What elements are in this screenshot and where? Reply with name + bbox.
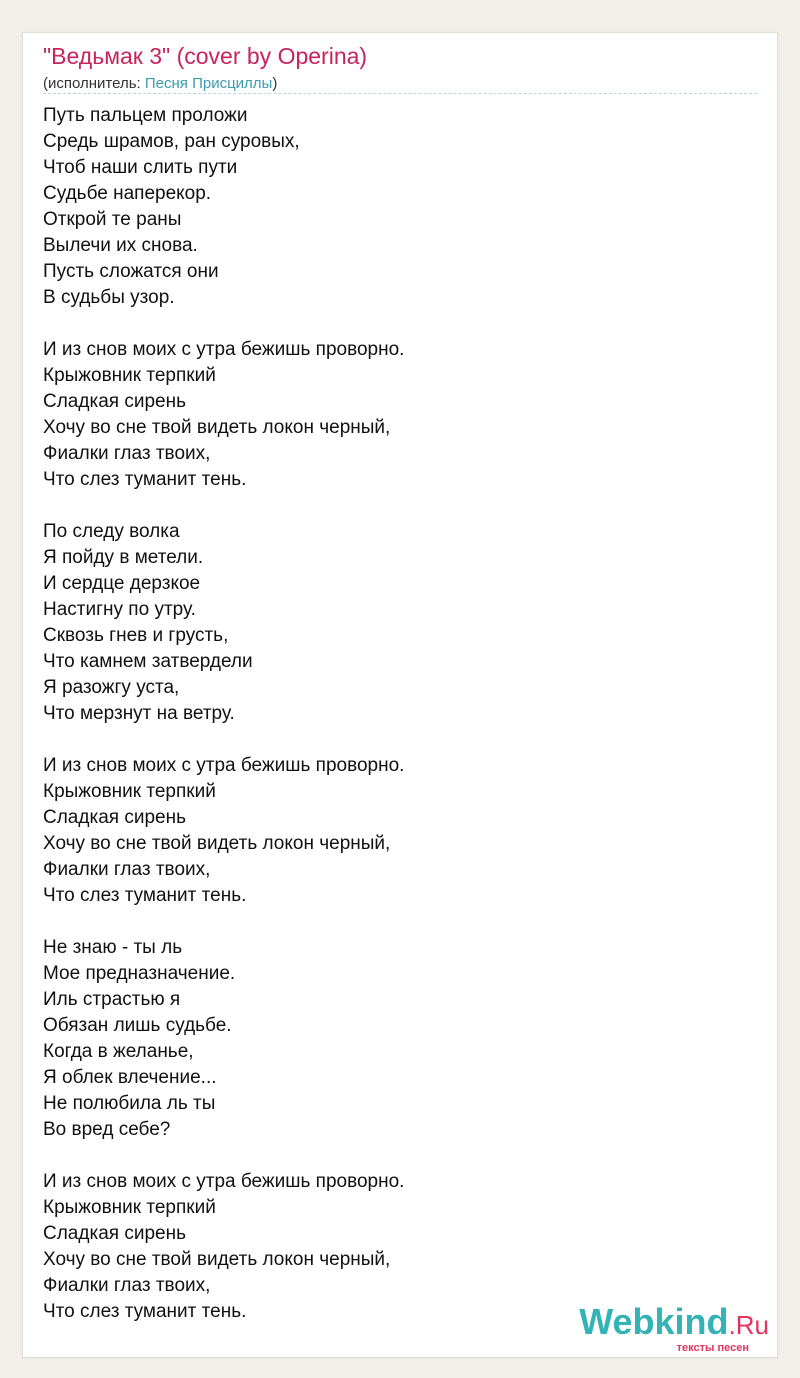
logo-main-text: Webkind	[579, 1301, 729, 1342]
lyric-line: Хочу во сне твой видеть локон черный,	[43, 417, 391, 438]
lyric-line: Что слез туманит тень.	[43, 885, 247, 906]
lyric-line: Когда в желанье,	[43, 1041, 194, 1062]
lyric-line: Судьбе наперекор.	[43, 183, 212, 204]
lyric-line: Хочу во сне твой видеть локон черный,	[43, 833, 391, 854]
artist-suffix: )	[272, 75, 278, 92]
lyric-line: Что камнем затвердели	[43, 651, 253, 672]
lyric-line: И из снов моих с утра бежишь проворно.	[43, 755, 405, 776]
lyric-line: Не знаю - ты ль	[43, 937, 183, 958]
verse-spacer	[43, 493, 743, 519]
lyric-line: Иль страстью я	[43, 989, 181, 1010]
lyric-line: Мое предназначение.	[43, 963, 236, 984]
lyric-line: Средь шрамов, ран суровых,	[43, 131, 300, 152]
lyric-line: Хочу во сне твой видеть локон черный,	[43, 1249, 391, 1270]
lyric-line: По следу волка	[43, 521, 180, 542]
lyric-line: Что слез туманит тень.	[43, 469, 247, 490]
lyrics-text	[43, 103, 743, 1325]
lyric-line: Открой те раны	[43, 209, 182, 230]
verse-spacer	[43, 909, 743, 935]
lyric-line: Я пойду в метели.	[43, 547, 204, 568]
lyric-line: Я разожгу уста,	[43, 677, 180, 698]
lyric-line: Не полюбила ль ты	[43, 1093, 216, 1114]
logo-tagline: тексты песен	[676, 1342, 749, 1354]
lyric-line: Фиалки глаз твоих,	[43, 1275, 211, 1296]
artist-link[interactable]: Песня Присциллы	[144, 75, 273, 92]
lyric-line: И из снов моих с утра бежишь проворно.	[43, 339, 405, 360]
logo-ru-text: .Ru	[728, 1310, 769, 1340]
site-logo[interactable]	[579, 1303, 769, 1354]
lyrics-card	[22, 32, 778, 1358]
lyric-line: Настигну по утру.	[43, 599, 196, 620]
lyric-line: Что слез туманит тень.	[43, 1301, 247, 1322]
verse-spacer	[43, 1143, 743, 1169]
artist-line	[43, 75, 277, 92]
lyric-line: Крыжовник терпкий	[43, 781, 216, 802]
lyric-line: Обязан лишь судьбе.	[43, 1015, 232, 1036]
lyric-line: Фиалки глаз твоих,	[43, 443, 211, 464]
artist-prefix: (исполнитель:	[43, 75, 145, 92]
header-divider	[43, 93, 757, 94]
lyric-line: Крыжовник терпкий	[43, 1197, 216, 1218]
verse-spacer	[43, 311, 743, 337]
lyric-line: Крыжовник терпкий	[43, 365, 216, 386]
lyric-line: В судьбы узор.	[43, 287, 175, 308]
lyric-line: Сквозь гнев и грусть,	[43, 625, 229, 646]
lyric-line: Сладкая сирень	[43, 1223, 186, 1244]
lyric-line: Я облек влечение...	[43, 1067, 217, 1088]
lyric-line: Пусть сложатся они	[43, 261, 219, 282]
lyric-line: Вылечи их снова.	[43, 235, 198, 256]
lyric-line: И из снов моих с утра бежишь проворно.	[43, 1171, 405, 1192]
lyric-line: Фиалки глаз твоих,	[43, 859, 211, 880]
lyric-line: Во вред себе?	[43, 1119, 171, 1140]
lyric-line: Сладкая сирень	[43, 391, 186, 412]
logo-wordmark	[579, 1303, 769, 1344]
song-title: "Ведьмак 3" (cover by Operina)	[43, 43, 368, 69]
lyric-line: Сладкая сирень	[43, 807, 186, 828]
lyric-line: И сердце дерзкое	[43, 573, 201, 594]
lyric-line: Что мерзнут на ветру.	[43, 703, 235, 724]
lyric-line: Чтоб наши слить пути	[43, 157, 238, 178]
lyric-line: Путь пальцем проложи	[43, 105, 248, 126]
verse-spacer	[43, 727, 743, 753]
